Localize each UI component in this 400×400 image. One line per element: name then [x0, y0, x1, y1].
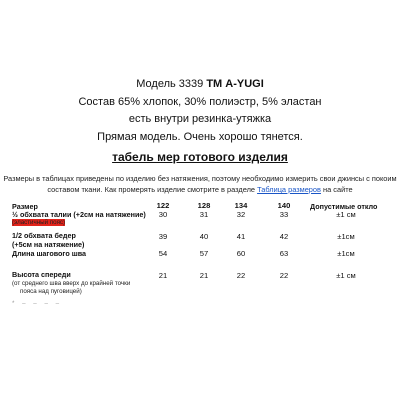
tolerance-header: Допустимые откло — [310, 202, 378, 211]
hips-label-2: (+5см на натяжение) — [12, 240, 85, 249]
inseam-tolerance: ±1см — [337, 249, 355, 258]
measure-note-suffix: на сайте — [323, 185, 353, 194]
model-number: Модель 3339 — [136, 78, 204, 90]
measure-note-prefix: составом ткани. Как промерять изделие смотрите в разделе — [47, 185, 255, 194]
rise-sublabel-2: пояса над пуговицей) — [20, 288, 82, 295]
hips-label: 1/2 обхвата бедер — [12, 231, 76, 240]
measure-note-line-2 — [0, 185, 400, 194]
rise-label: Высота спереди — [12, 270, 71, 279]
size-134: 134 — [234, 201, 248, 210]
rise-128: 21 — [199, 271, 209, 280]
inseam-122: 54 — [158, 249, 168, 258]
waist-sublabel: (эластичный пояс) — [12, 219, 66, 226]
rise-122: 21 — [158, 271, 168, 280]
rise-140: 22 — [279, 271, 289, 280]
model-title — [0, 78, 400, 90]
waist-140: 33 — [279, 210, 289, 219]
trailing-marks: * – – – – — [12, 300, 63, 307]
brand-name: ТМ A-YUGI — [206, 78, 264, 90]
waist-128: 31 — [199, 210, 209, 219]
waist-tolerance: ±1 см — [336, 210, 356, 219]
size-header: Размер — [12, 202, 38, 211]
inseam-128: 57 — [199, 249, 209, 258]
hips-134: 41 — [236, 232, 246, 241]
inseam-134: 60 — [236, 249, 246, 258]
waist-label: ½ обхвата талии (+2см на натяжение) — [12, 210, 146, 219]
hips-tolerance: ±1см — [337, 232, 355, 241]
fit-note: Прямая модель. Очень хорошо тянется. — [97, 131, 303, 143]
rise-tolerance: ±1 см — [336, 271, 356, 280]
rise-134: 22 — [236, 271, 246, 280]
hips-122: 39 — [158, 232, 168, 241]
size-122: 122 — [156, 201, 170, 210]
hips-128: 40 — [199, 232, 209, 241]
table-title: табель мер готового изделия — [112, 150, 288, 164]
size-128: 128 — [197, 201, 211, 210]
composition-line: Состав 65% хлопок, 30% полиэстр, 5% эластан — [78, 96, 322, 108]
waist-122: 30 — [158, 210, 168, 219]
inseam-label: Длина шагового шва — [12, 249, 87, 258]
hips-140: 42 — [279, 232, 289, 241]
waist-note: есть внутри резинка-утяжка — [128, 113, 272, 125]
waist-134: 32 — [236, 210, 246, 219]
measure-note-line-1: Размеры в таблицах приведены по изделию без натяжения, поэтому необходимо измерить свои джинсы с покоим — [3, 174, 397, 183]
rise-sublabel-1: (от среднего шва вверх до крайней точки — [12, 280, 131, 287]
size-table-link[interactable]: Таблица размеров — [257, 185, 321, 194]
size-140: 140 — [277, 201, 291, 210]
inseam-140: 63 — [279, 249, 289, 258]
